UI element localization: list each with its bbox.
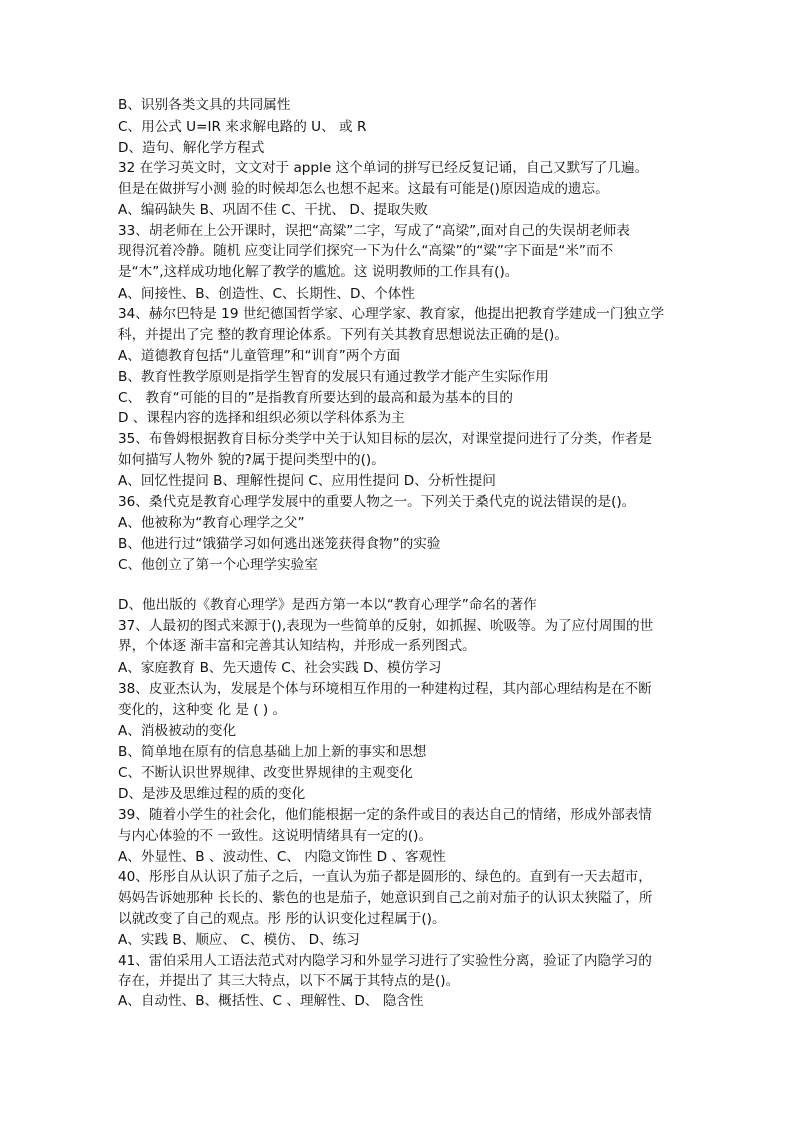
option-line: A、家庭教育 B、先天遗传 C、社会实践 D、模仿学习 <box>118 660 442 676</box>
question-line: 32 在学习英文时，文文对于 apple 这个单词的拼写已经反复记诵，自己又默写了几遍。 <box>118 160 649 176</box>
option-line: B、识别各类文具的共同属性 <box>118 97 291 113</box>
question-line: 38、皮亚杰认为，发展是个体与环境相互作用的一种建构过程，其内部心理结构是在不断 <box>118 681 652 697</box>
option-line: A、编码缺失 B、巩固不佳 C、干扰、 D、提取失败 <box>118 202 428 218</box>
question-line: 与内心体验的不 一致性。这说明情绪具有一定的()。 <box>118 828 432 844</box>
question-line: 39、随着小学生的社会化，他们能根据一定的条件或目的表达自己的情绪，形成外部表情 <box>118 807 652 823</box>
option-line: C、他创立了第一个心理学实验室 <box>118 557 318 573</box>
option-line: A、消极被动的变化 <box>118 723 237 739</box>
question-line: 40、彤彤自从认识了茄子之后，一直认为茄子都是圆形的、绿色的。直到有一天去超市， <box>118 869 652 885</box>
option-line: A、他被称为“教育心理学之父” <box>118 515 305 531</box>
question-line: 界，个体逐 渐丰富和完善其认知结构，并形成一系列图式。 <box>118 638 476 654</box>
option-line: B、简单地在原有的信息基础上加上新的事实和思想 <box>118 744 427 760</box>
option-line: A、道德教育包括“儿童管理”和“训育”两个方面 <box>118 348 401 364</box>
question-line: 妈妈告诉她那种 长长的、紫色的也是茄子，她意识到自己之前对茄子的认识太狭隘了，所 <box>118 890 653 906</box>
question-line: 变化的，这种变 化 是 ( ) 。 <box>118 702 287 718</box>
question-line: 存在，并提出了 其三大特点，以下不属于其特点的是()。 <box>118 973 460 989</box>
option-line: A、实践 B、顺应、 C、模仿、 D、练习 <box>118 932 360 948</box>
option-line: A、间接性、B、创造性、C、长期性、D、个体性 <box>118 286 415 302</box>
question-line: 34、赫尔巴特是 19 世纪德国哲学家、心理学家、教育家，他提出把教育学建成一门独立学 <box>118 306 665 322</box>
question-line: 37、人最初的图式来源于(),表现为一些简单的反射，如抓握、吮吸等。为了应付周围的世 <box>118 618 654 634</box>
option-line: C、用公式 U=IR 来求解电路的 U、 或 R <box>118 119 367 135</box>
option-line: C、 教育“可能的目的”是指教育所要达到的最高和最为基本的目的 <box>118 390 513 406</box>
option-line: D、他出版的《教育心理学》是西方第一本以“教育心理学”命名的著作 <box>118 597 537 613</box>
option-line: A、回忆性提问 B、理解性提问 C、应用性提问 D、分析性提问 <box>118 473 496 489</box>
question-line: 但是在做拼写小测 验的时候却怎么也想不起来。这最有可能是()原因造成的遗忘。 <box>118 181 609 197</box>
question-line: 是“木”,这样成功地化解了教学的尴尬。这 说明教师的工作具有()。 <box>118 264 519 280</box>
question-line: 现得沉着冷静。随机 应变让同学们探究一下为什么“高粱”的“粱”字下面是“米”而不 <box>118 243 614 259</box>
option-line: D、是涉及思维过程的质的变化 <box>118 786 306 802</box>
option-line: A、自动性、B、概括性、C 、理解性、D、 隐含性 <box>118 993 424 1009</box>
option-line: B、他进行过“饿猫学习如何逃出迷笼获得食物”的实验 <box>118 536 441 552</box>
option-line: C、不断认识世界规律、改变世界规律的主观变化 <box>118 765 413 781</box>
question-line: 41、雷伯采用人工语法范式对内隐学习和外显学习进行了实验性分离，验证了内隐学习的 <box>118 953 652 969</box>
question-line: 科，并提出了完 整的教育理论体系。下列有关其教育思想说法正确的是()。 <box>118 327 568 343</box>
question-line: 36、桑代克是教育心理学发展中的重要人物之一。下列关于桑代克的说法错误的是()。 <box>118 494 636 510</box>
question-line: 33、胡老师在上公开课时，误把“高粱”二字，写成了“高梁”,面对自己的失误胡老师表 <box>118 223 630 239</box>
question-line: 以就改变了自己的观点。彤 彤的认识变化过程属于()。 <box>118 911 446 927</box>
option-line: D 、课程内容的选择和组织必须以学科体系为主 <box>118 410 405 426</box>
option-line: B、教育性教学原则是指学生智育的发展只有通过教学才能产生实际作用 <box>118 369 549 385</box>
option-line: A、外显性、B 、波动性、C、 内隐文饰性 D 、客观性 <box>118 849 446 865</box>
question-line: 35、布鲁姆根据教育目标分类学中关于认知目标的层次，对课堂提问进行了分类，作者是 <box>118 431 652 447</box>
question-line: 如何描写人物外 貌的?属于提问类型中的()。 <box>118 452 385 468</box>
option-line: D、造句、解化学方程式 <box>118 140 265 156</box>
